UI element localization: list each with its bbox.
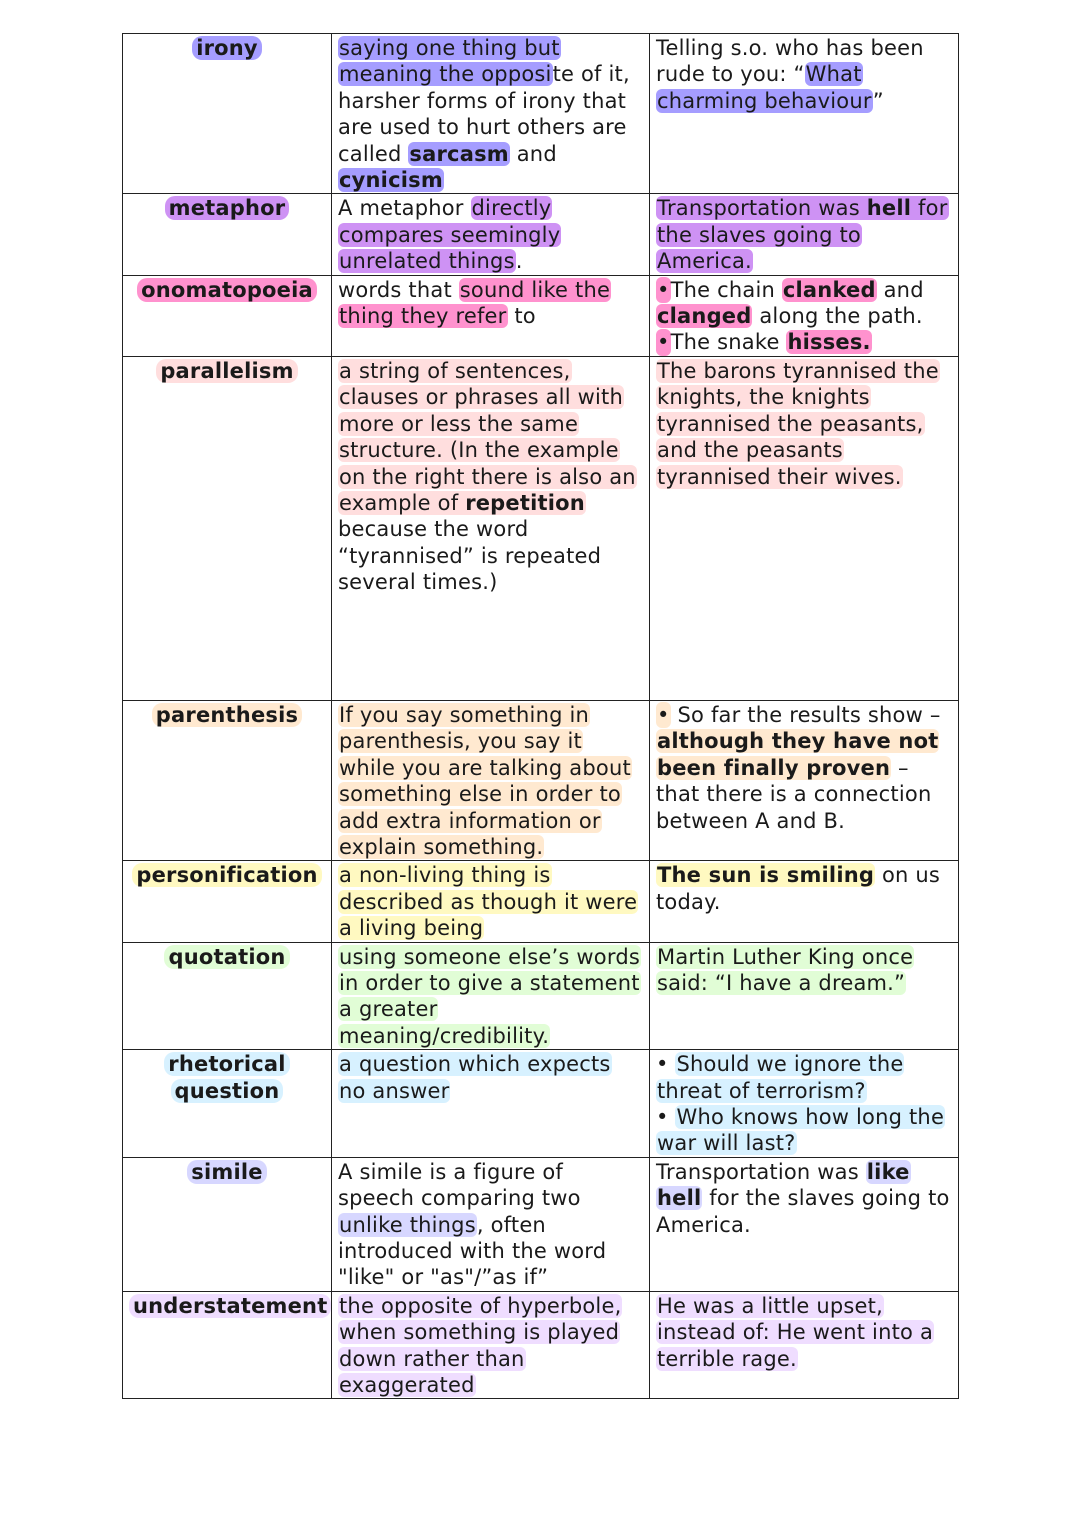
definition-text: a question which expects no answer [339, 1052, 611, 1103]
example-text: on us today. [656, 863, 941, 914]
definition-cell [332, 1050, 650, 1158]
term-label: personification [132, 863, 321, 887]
definition-highlight: unlike things [339, 1212, 476, 1237]
definition-cell [332, 194, 650, 275]
term-cell [123, 1157, 332, 1291]
example-text: Transportation was [657, 196, 867, 221]
example-keyword: like [866, 1159, 910, 1184]
definition-text: a string of sentences, clauses or phrases all with more or less the same structure. (In the example on the right there is also an example of [339, 358, 636, 515]
definition-text: words that [338, 277, 459, 302]
stylistic-devices-table [122, 33, 959, 1399]
example-cell [650, 194, 959, 275]
definition-cell [332, 275, 650, 356]
example-cell [650, 34, 959, 194]
example-cell [650, 1050, 959, 1158]
term-label: irony [192, 36, 262, 60]
bullet-icon: • [656, 1104, 669, 1129]
example-keyword: hisses. [787, 330, 871, 355]
definition-text: because the word “tyrannised” is repeated several times.) [338, 517, 602, 595]
table-row [123, 700, 959, 860]
example-text: ” [872, 88, 884, 113]
term-cell [123, 1291, 332, 1399]
table-row [123, 1050, 959, 1158]
definition-keyword: cynicism [339, 168, 443, 193]
definition-text: . [515, 249, 523, 274]
example-cell [650, 275, 959, 356]
example-text: The snake [670, 330, 787, 355]
term-cell [123, 275, 332, 356]
definition-text: A metaphor [338, 196, 471, 221]
term-label: parallelism [156, 359, 297, 383]
example-keyword: clanked [782, 277, 876, 302]
example-text: So far the results show – [677, 702, 941, 727]
example-cell [650, 942, 959, 1050]
example-text: Telling s.o. who has been rude to you: “ [656, 36, 924, 87]
example-text: Who knows how long the war will last? [657, 1104, 945, 1156]
example-text: The barons tyrannised the knights, the knights tyrannised the peasants, and the peasants tyrannised their wives. [657, 358, 939, 489]
term-label: parenthesis [152, 703, 302, 727]
table-row [123, 194, 959, 275]
table-row [123, 1157, 959, 1291]
term-label: quotation [164, 945, 289, 969]
example-text: – that there is a connection between A and B. [656, 755, 932, 833]
table-row [123, 942, 959, 1050]
definition-cell [332, 861, 650, 942]
definition-highlight: directly compares seemingly unrelated things [339, 196, 561, 274]
table-row [123, 861, 959, 942]
example-cell [650, 356, 959, 700]
bullet-icon: • [657, 702, 670, 727]
table-row [123, 34, 959, 194]
term-cell [123, 1050, 332, 1158]
example-keyword: hell [657, 1186, 702, 1211]
definition-cell [332, 356, 650, 700]
term-label: metaphor [165, 196, 290, 220]
example-text: Transportation was [656, 1159, 866, 1184]
definition-text: using someone else’s words in order to give a statement a greater meaning/credibility. [339, 944, 640, 1048]
term-label-line1: rhetorical [164, 1052, 289, 1076]
table-row [123, 356, 959, 700]
definition-cell [332, 942, 650, 1050]
term-cell [123, 700, 332, 860]
example-keyword: clanged [657, 304, 752, 329]
term-label: onomatopoeia [137, 278, 317, 302]
definition-highlight: sound like the thing they refer [339, 277, 611, 329]
definition-text: the opposite of hyperbole, when something is played down rather than exaggerated [339, 1293, 622, 1398]
table-row [123, 1291, 959, 1399]
example-cell [650, 861, 959, 942]
term-cell [123, 34, 332, 194]
definition-text: te of it, harsher forms of irony that are used to hurt others are called [338, 62, 630, 166]
definition-highlight: saying one thing but meaning the opposi [339, 36, 560, 87]
example-text: along the path. [752, 304, 923, 329]
definition-text: , often introduced with the word "like" or "as"/”as if” [338, 1212, 607, 1290]
definition-text: and [509, 141, 557, 166]
bullet-icon: • [657, 330, 670, 355]
term-cell [123, 861, 332, 942]
example-text: for the slaves going to America. [657, 196, 948, 274]
example-text: The chain [670, 277, 782, 302]
example-text: Martin Luther King once said: “I have a dream.” [657, 944, 914, 995]
term-cell [123, 194, 332, 275]
term-cell [123, 356, 332, 700]
bullet-icon: • [656, 1052, 669, 1077]
example-keyword: hell [866, 196, 912, 221]
example-keyword: although they have not been finally proven [657, 729, 939, 780]
definition-cell [332, 1157, 650, 1291]
example-cell [650, 1157, 959, 1291]
definition-text: a non-living thing is described as though it were a living being [339, 863, 638, 941]
definition-text: A simile is a figure of speech comparing two [338, 1159, 581, 1211]
term-label: understatement [129, 1294, 331, 1318]
example-text: He was a little upset, instead of: He went into a terrible rage. [657, 1293, 934, 1371]
definition-text: If you say something in parenthesis, you say it while you are talking about something else in order to add extra information or explain something. [339, 702, 631, 859]
example-cell [650, 700, 959, 860]
example-highlight: What charming behaviour [657, 62, 872, 113]
example-cell [650, 1291, 959, 1399]
term-cell [123, 942, 332, 1050]
definition-cell [332, 1291, 650, 1399]
definition-keyword: sarcasm [409, 141, 509, 166]
term-label: simile [187, 1160, 266, 1184]
definition-text: to [507, 304, 536, 329]
term-label-line2: question [171, 1079, 284, 1103]
definition-cell [332, 34, 650, 194]
example-text: Should we ignore the threat of terrorism? [657, 1052, 904, 1103]
example-text: and [876, 277, 924, 302]
example-text: for the slaves going to America. [656, 1186, 950, 1237]
definition-keyword: repetition [465, 490, 585, 515]
example-keyword: The sun is smiling [657, 863, 875, 888]
definition-cell [332, 700, 650, 860]
bullet-icon: • [657, 277, 670, 302]
table-row [123, 275, 959, 356]
